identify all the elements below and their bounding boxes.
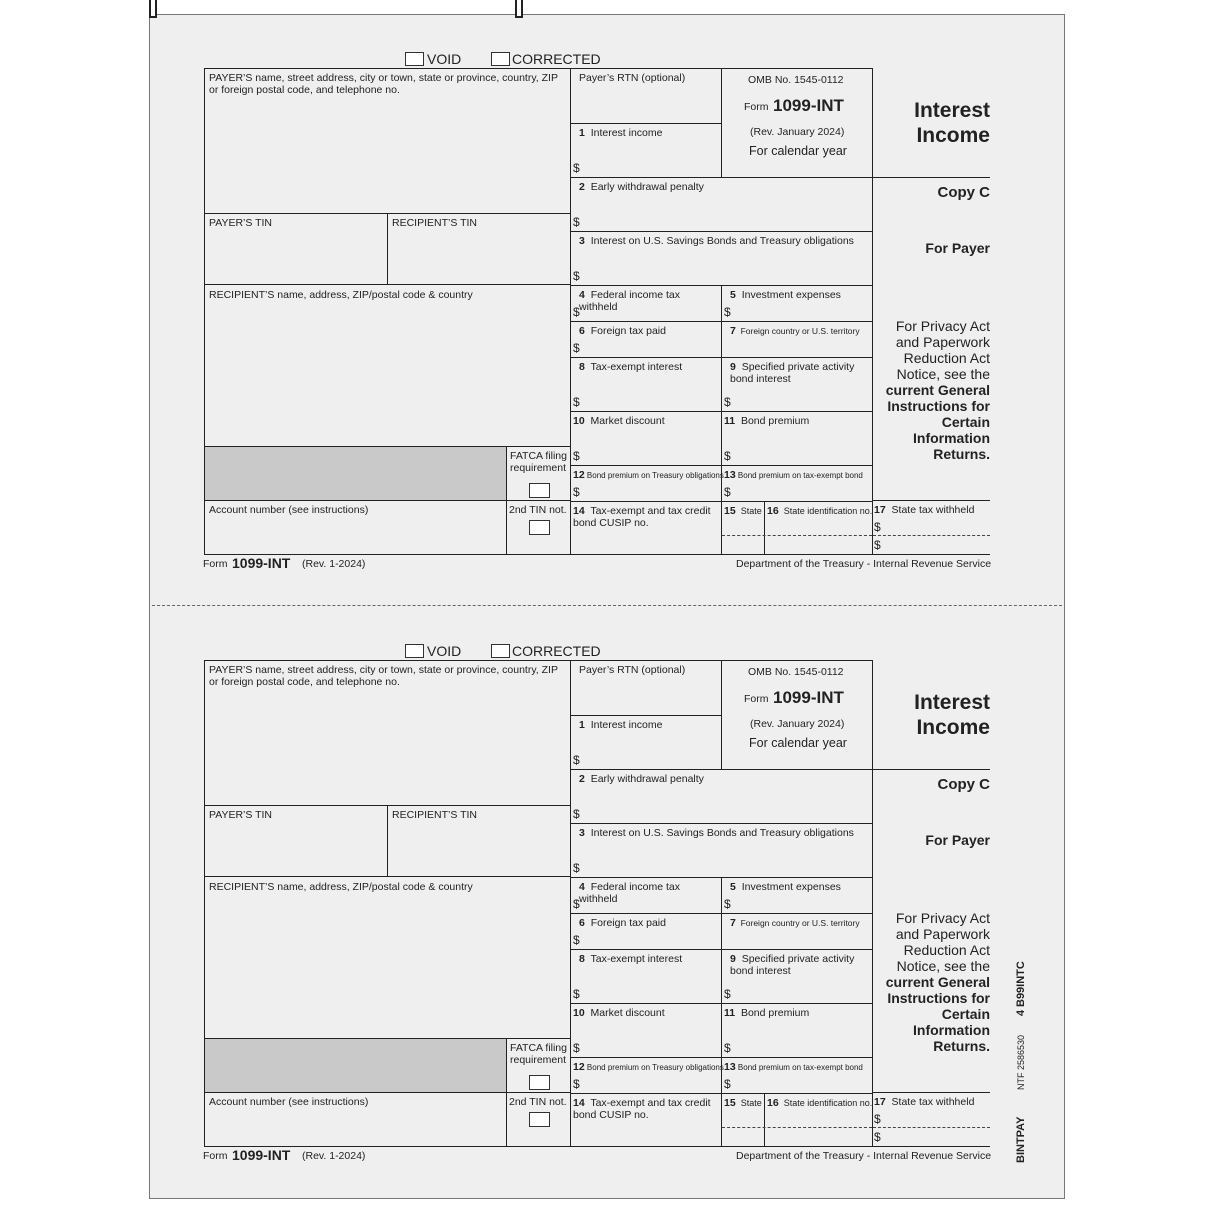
payer-tin-field[interactable] [204,805,388,877]
footer-form-word: Form [203,558,228,570]
payer-tin-label: PAYER’S TIN [209,809,273,821]
box17-number: 17 [874,504,886,516]
for-payer-label: For Payer [925,240,990,256]
box14-number: 14 [573,1097,585,1109]
title-income: Income [916,124,990,147]
privacy-bold: current General Instructions for Certain Information Returns. [885,974,990,1054]
box9-label: Specified private activity bond interest [730,953,855,977]
dollar-sign: $ [573,269,580,283]
box4-number: 4 [579,881,585,893]
box6-number: 6 [579,325,585,337]
omb-box [721,660,873,770]
form-copy-bottom [0,592,1214,1163]
void-label: VOID [427,51,462,67]
dollar-sign: $ [724,1077,731,1091]
box4-federal-withheld[interactable] [570,877,722,914]
fatca-box [506,1038,571,1093]
box11-bond-premium[interactable] [721,1003,873,1058]
box3-number: 3 [579,235,585,247]
box7-foreign-country[interactable] [721,913,873,950]
second-tin-checkbox[interactable] [529,1112,550,1127]
box9-label: Specified private activity bond interest [730,361,855,385]
dollar-sign: $ [573,449,580,463]
calendar-year-label: For calendar year [749,736,847,750]
box16-state-id[interactable] [764,501,873,555]
recipient-name-label: RECIPIENT’S name, address, ZIP/postal code & country [209,289,473,301]
footer-revision: (Rev. 1-2024) [302,1150,366,1162]
box16-label: State identification no. [783,1098,873,1108]
copy-c-label: Copy C [937,776,990,793]
dollar-sign: $ [874,538,881,552]
box6-label: Foreign tax paid [590,917,666,929]
box12-number: 12 [573,469,585,481]
dollar-sign: $ [573,485,580,499]
dollar-sign: $ [724,449,731,463]
box12-treasury-premium[interactable] [570,1057,722,1094]
shaded-area [204,1038,507,1093]
payer-rtn-label: Payer’s RTN (optional) [579,664,686,676]
box7-foreign-country[interactable] [721,321,873,358]
second-tin-box [506,500,571,555]
box4-label: Federal income tax withheld [579,289,680,313]
box2-number: 2 [579,181,585,193]
second-tin-label: 2nd TIN not. [509,1096,567,1108]
box15-label: State [740,506,762,516]
fatca-checkbox[interactable] [529,1075,550,1090]
box16-label: State identification no. [783,506,873,516]
box12-treasury-premium[interactable] [570,465,722,502]
box12-label: Bond premium on Treasury obligations [586,471,724,480]
box2-early-withdrawal[interactable] [570,177,873,232]
box7-number: 7 [730,325,736,337]
box8-number: 8 [579,361,585,373]
box15-number: 15 [724,505,736,517]
margin-code-b99intc: B99INTC [1015,961,1027,1007]
box13-number: 13 [724,1061,736,1073]
title-interest: Interest [914,99,990,122]
payer-rtn-label: Payer’s RTN (optional) [579,72,686,84]
dollar-sign: $ [874,520,881,534]
account-number-label: Account number (see instructions) [209,1096,369,1108]
calendar-year-label: For calendar year [749,144,847,158]
title-interest: Interest [914,691,990,714]
box11-label: Bond premium [740,1007,810,1019]
privacy-bold: current General Instructions for Certain Information Returns. [885,382,990,462]
dollar-sign: $ [573,987,580,1001]
box1-number: 1 [579,127,585,139]
box6-label: Foreign tax paid [590,325,666,337]
state-withheld-divider [873,1127,990,1128]
account-number-field[interactable] [204,500,507,555]
dollar-sign: $ [573,1041,580,1055]
dollar-sign: $ [724,485,731,499]
omb-number: OMB No. 1545-0112 [748,666,844,678]
privacy-plain: For Privacy Act and Paperwork Reduction Act Notice, see the [895,910,990,974]
box3-savings-bonds[interactable] [570,823,873,878]
dollar-sign: $ [573,161,580,175]
box14-cusip[interactable] [570,501,722,555]
margin-code-bintpay: BINTPAY [1015,1116,1027,1163]
box14-cusip[interactable] [570,1093,722,1147]
dollar-sign: $ [724,1041,731,1055]
box8-tax-exempt-interest[interactable] [570,357,722,412]
box2-number: 2 [579,773,585,785]
box15-state[interactable] [721,1093,765,1147]
fatca-box [506,446,571,501]
dollar-sign: $ [573,897,580,911]
dollar-sign: $ [724,987,731,1001]
recipient-tin-label: RECIPIENT’S TIN [392,809,477,821]
box11-number: 11 [724,1007,736,1019]
form-number: 1099-INT [773,96,844,115]
recipient-tin-label: RECIPIENT’S TIN [392,217,477,229]
footer-form-word: Form [203,1150,228,1162]
box1-number: 1 [579,719,585,731]
box6-number: 6 [579,917,585,929]
for-payer-label: For Payer [925,832,990,848]
form-word: Form [744,101,769,113]
box14-label: Tax-exempt and tax credit bond CUSIP no. [573,505,711,529]
box10-label: Market discount [590,1007,665,1019]
box13-tax-exempt-premium[interactable] [721,465,873,502]
box4-label: Federal income tax withheld [579,881,680,905]
footer-form-name: 1099-INT [232,1147,291,1163]
payer-tin-field[interactable] [204,213,388,285]
box7-number: 7 [730,917,736,929]
footer-department: Department of the Treasury - Internal Revenue Service [736,1150,992,1162]
dollar-sign: $ [724,395,731,409]
second-tin-box [506,1092,571,1147]
box5-label: Investment expenses [741,881,841,893]
box13-label: Bond premium on tax-exempt bond [737,471,863,480]
box8-tax-exempt-interest[interactable] [570,949,722,1004]
payer-rtn-field[interactable] [570,68,722,124]
box17-number: 17 [874,1096,886,1108]
footer-revision: (Rev. 1-2024) [302,558,366,570]
box5-number: 5 [730,289,736,301]
box17-label: State tax withheld [891,504,975,516]
dollar-sign: $ [573,753,580,767]
box4-federal-withheld[interactable] [570,285,722,322]
second-tin-checkbox[interactable] [529,520,550,535]
box1-interest-income[interactable] [570,123,722,178]
box9-number: 9 [730,953,736,965]
fatca-label: FATCA filing requirement [510,450,567,474]
box12-number: 12 [573,1061,585,1073]
revision-date: (Rev. January 2024) [750,126,845,138]
box3-label: Interest on U.S. Savings Bonds and Treasury obligations [590,235,854,247]
corrected-label: CORRECTED [512,643,601,659]
fatca-label: FATCA filing requirement [510,1042,567,1066]
shaded-area [204,446,507,501]
state-divider [722,535,872,536]
revision-date: (Rev. January 2024) [750,718,845,730]
fatca-checkbox[interactable] [529,483,550,498]
side-divider [872,177,990,178]
void-checkbox[interactable] [405,644,424,658]
payer-name-label: PAYER’S name, street address, city or town, state or province, country, ZIP or foreign postal code, and telephone no. [209,664,558,688]
box17-state-withheld[interactable] [872,1092,990,1147]
box1-label: Interest income [590,127,663,139]
box5-label: Investment expenses [741,289,841,301]
void-label: VOID [427,643,462,659]
box17-state-withheld[interactable] [872,500,990,555]
box3-savings-bonds[interactable] [570,231,873,286]
box5-number: 5 [730,881,736,893]
dollar-sign: $ [573,395,580,409]
box15-label: State [740,1098,762,1108]
box14-label: Tax-exempt and tax credit bond CUSIP no. [573,1097,711,1121]
box5-investment-expenses[interactable] [721,285,873,322]
dollar-sign: $ [573,1077,580,1091]
margin-code-4: 4 [1015,1009,1027,1016]
copy-c-label: Copy C [937,184,990,201]
payer-name-field[interactable] [204,68,571,214]
box1-label: Interest income [590,719,663,731]
privacy-notice [870,318,990,462]
box4-number: 4 [579,289,585,301]
box8-label: Tax-exempt interest [590,361,683,373]
state-divider [722,1127,872,1128]
second-tin-label: 2nd TIN not. [509,504,567,516]
dollar-sign: $ [573,215,580,229]
corrected-label: CORRECTED [512,51,601,67]
box10-market-discount[interactable] [570,1003,722,1058]
box3-label: Interest on U.S. Savings Bonds and Treasury obligations [590,827,854,839]
form-number: 1099-INT [773,688,844,707]
dollar-sign: $ [724,305,731,319]
box2-label: Early withdrawal penalty [590,181,704,193]
box10-number: 10 [573,1007,585,1019]
box10-label: Market discount [590,415,665,427]
box17-label: State tax withheld [891,1096,975,1108]
footer-department: Department of the Treasury - Internal Revenue Service [736,558,992,570]
box13-number: 13 [724,469,736,481]
box9-private-activity[interactable] [721,949,873,1004]
box15-state[interactable] [721,501,765,555]
title-income: Income [916,716,990,739]
privacy-plain: For Privacy Act and Paperwork Reduction Act Notice, see the [895,318,990,382]
box15-number: 15 [724,1097,736,1109]
dollar-sign: $ [573,807,580,821]
dollar-sign: $ [724,897,731,911]
margin-code-ntf: NTF 2586530 [1016,1034,1026,1090]
recipient-name-field[interactable] [204,876,571,1039]
box10-market-discount[interactable] [570,411,722,466]
box8-label: Tax-exempt interest [590,953,683,965]
account-number-label: Account number (see instructions) [209,504,369,516]
recipient-name-field[interactable] [204,284,571,447]
dollar-sign: $ [874,1112,881,1126]
side-divider [872,769,990,770]
payer-rtn-field[interactable] [570,660,722,716]
payer-name-label: PAYER’S name, street address, city or town, state or province, country, ZIP or foreign postal code, and telephone no. [209,72,558,96]
box16-number: 16 [767,1097,779,1109]
box6-foreign-tax[interactable] [570,321,722,358]
account-number-field[interactable] [204,1092,507,1147]
box13-tax-exempt-premium[interactable] [721,1057,873,1094]
box2-early-withdrawal[interactable] [570,769,873,824]
box11-number: 11 [724,415,736,427]
box2-label: Early withdrawal penalty [590,773,704,785]
omb-box [721,68,873,178]
box16-number: 16 [767,505,779,517]
corrected-checkbox[interactable] [491,52,510,66]
recipient-tin-field[interactable] [387,213,571,285]
dollar-sign: $ [573,933,580,947]
corrected-checkbox[interactable] [491,644,510,658]
recipient-tin-field[interactable] [387,805,571,877]
box1-interest-income[interactable] [570,715,722,770]
box10-number: 10 [573,415,585,427]
dollar-sign: $ [573,341,580,355]
payer-name-field[interactable] [204,660,571,806]
box6-foreign-tax[interactable] [570,913,722,950]
form-word: Form [744,693,769,705]
box11-label: Bond premium [740,415,810,427]
box14-number: 14 [573,505,585,517]
box13-label: Bond premium on tax-exempt bond [737,1063,863,1072]
dollar-sign: $ [573,861,580,875]
box11-bond-premium[interactable] [721,411,873,466]
recipient-name-label: RECIPIENT’S name, address, ZIP/postal code & country [209,881,473,893]
footer-form-name: 1099-INT [232,555,291,571]
dollar-sign: $ [874,1130,881,1144]
form-copy-top [0,0,1214,571]
box5-investment-expenses[interactable] [721,877,873,914]
box8-number: 8 [579,953,585,965]
box12-label: Bond premium on Treasury obligations [586,1063,724,1072]
omb-number: OMB No. 1545-0112 [748,74,844,86]
box16-state-id[interactable] [764,1093,873,1147]
void-checkbox[interactable] [405,52,424,66]
privacy-notice [870,910,990,1054]
box9-number: 9 [730,361,736,373]
dollar-sign: $ [573,305,580,319]
box7-label: Foreign country or U.S. territory [740,326,860,336]
payer-tin-label: PAYER’S TIN [209,217,273,229]
box7-label: Foreign country or U.S. territory [740,918,860,928]
box3-number: 3 [579,827,585,839]
state-withheld-divider [873,535,990,536]
box9-private-activity[interactable] [721,357,873,412]
